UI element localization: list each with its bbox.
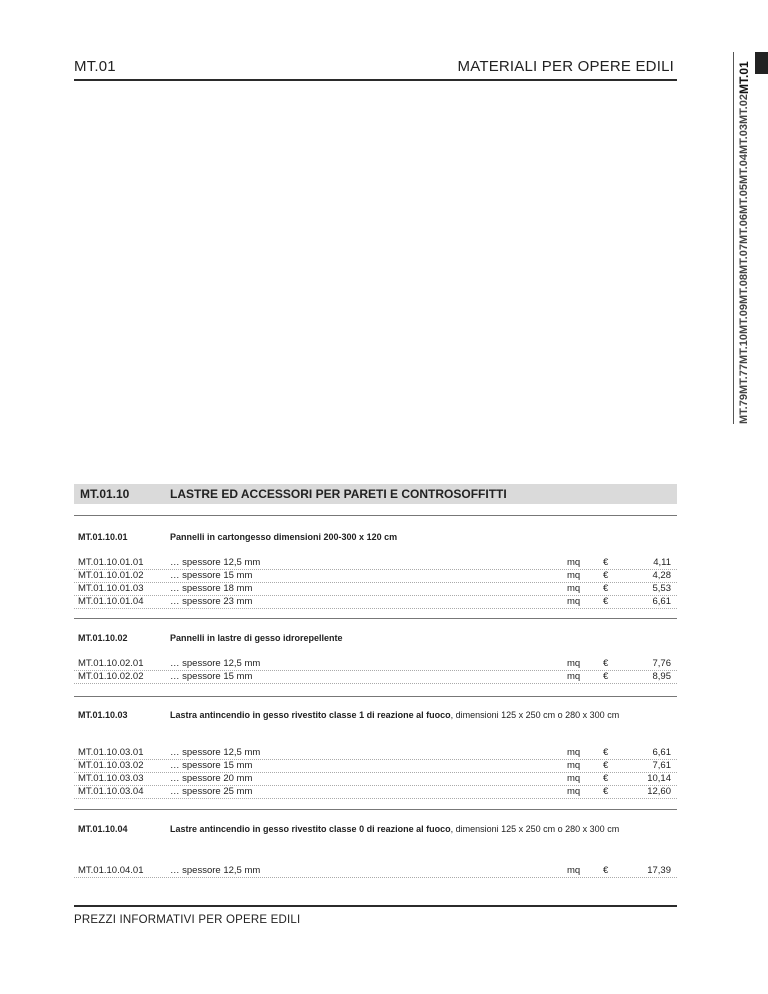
item-unit: mq [567,596,581,607]
group-rule [74,696,677,697]
item-code: MT.01.10.04.01 [78,865,144,876]
chapter-tab-mt-01[interactable]: MT.01 [737,61,751,95]
price-row [74,583,677,596]
group-code: MT.01.10.01 [78,532,128,542]
price-row [74,671,677,684]
item-description: … spessore 20 mm [170,773,253,784]
item-description: … spessore 12,5 mm [170,865,261,876]
chapter-tab-mt-08[interactable]: MT.08 [738,274,750,305]
item-unit: mq [567,658,581,669]
chapter-tab-mt-79[interactable]: MT.79 [738,394,750,424]
group-title: Lastre antincendio in gesso rivestito classe 0 di reazione al fuoco, dimensioni 125 x 250 cm o 280 x 300 cm [170,824,620,834]
group-title: Pannelli in lastre di gesso idrorepellente [170,633,343,643]
item-currency: € [603,570,609,581]
item-code: MT.01.10.03.01 [78,747,144,758]
item-price: 8,95 [652,671,671,682]
item-currency: € [603,747,609,758]
item-code: MT.01.10.01.02 [78,570,144,581]
header-rule [74,79,677,81]
price-row [74,747,677,760]
item-code: MT.01.10.03.04 [78,786,144,797]
price-row [74,570,677,583]
item-price: 6,61 [652,747,671,758]
section-rule [74,515,677,516]
item-description: … spessore 23 mm [170,596,253,607]
chapter-tab-mt-10[interactable]: MT.10 [738,334,750,365]
item-code: MT.01.10.01.04 [78,596,144,607]
section-title: LASTRE ED ACCESSORI PER PARETI E CONTROSOFFITTI [170,487,507,501]
item-currency: € [603,557,609,568]
item-unit: mq [567,557,581,568]
chapter-tab-mt-05[interactable]: MT.05 [738,184,750,215]
price-row [74,786,677,799]
group-code: MT.01.10.02 [78,633,128,643]
item-unit: mq [567,583,581,594]
section-code: MT.01.10 [80,487,130,501]
chapter-tab-mt-06[interactable]: MT.06 [738,214,750,245]
chapter-title: MATERIALI PER OPERE EDILI [457,58,674,75]
item-description: … spessore 12,5 mm [170,747,261,758]
item-code: MT.01.10.03.03 [78,773,144,784]
footer-text: PREZZI INFORMATIVI PER OPERE EDILI [74,914,301,926]
chapter-tab-mt-09[interactable]: MT.09 [738,304,750,335]
item-price: 17,39 [647,865,671,876]
item-description: … spessore 15 mm [170,760,253,771]
item-description: … spessore 25 mm [170,786,253,797]
price-row [74,658,677,671]
item-currency: € [603,671,609,682]
item-code: MT.01.10.03.02 [78,760,144,771]
chapter-tab-mt-77[interactable]: MT.77 [738,364,750,395]
chapter-tab-mt-07[interactable]: MT.07 [738,244,750,275]
price-row [74,760,677,773]
chapter-tab-mt-03[interactable]: MT.03 [738,124,750,155]
item-currency: € [603,773,609,784]
group-code: MT.01.10.04 [78,824,128,834]
item-description: … spessore 18 mm [170,583,253,594]
active-tab-marker [755,52,768,74]
item-currency: € [603,658,609,669]
item-unit: mq [567,786,581,797]
item-unit: mq [567,760,581,771]
group-rule [74,809,677,810]
price-row [74,596,677,609]
item-code: MT.01.10.02.01 [78,658,144,669]
item-price: 6,61 [652,596,671,607]
group-rule [74,618,677,619]
item-unit: mq [567,671,581,682]
item-unit: mq [567,865,581,876]
item-price: 10,14 [647,773,671,784]
item-code: MT.01.10.01.03 [78,583,144,594]
item-description: … spessore 12,5 mm [170,658,261,669]
item-code: MT.01.10.02.02 [78,671,144,682]
price-row [74,865,677,878]
item-price: 7,76 [652,658,671,669]
item-code: MT.01.10.01.01 [78,557,144,568]
price-row [74,557,677,570]
item-unit: mq [567,570,581,581]
item-description: … spessore 12,5 mm [170,557,261,568]
item-price: 4,11 [653,557,671,568]
item-currency: € [603,865,609,876]
item-price: 12,60 [647,786,671,797]
item-currency: € [603,583,609,594]
item-currency: € [603,596,609,607]
chapter-tab-mt-02[interactable]: MT.02 [738,94,750,125]
item-unit: mq [567,773,581,784]
item-price: 4,28 [652,570,671,581]
chapter-code: MT.01 [74,58,116,75]
item-currency: € [603,786,609,797]
item-price: 7,61 [652,760,671,771]
price-row [74,773,677,786]
item-description: … spessore 15 mm [170,671,253,682]
chapter-tabs [733,52,755,424]
chapter-tab-mt-04[interactable]: MT.04 [738,154,750,185]
group-title: Lastra antincendio in gesso rivestito classe 1 di reazione al fuoco, dimensioni 125 x 250 cm o 280 x 300 cm [170,710,620,720]
item-unit: mq [567,747,581,758]
group-code: MT.01.10.03 [78,710,128,720]
footer-rule [74,905,677,907]
item-currency: € [603,760,609,771]
item-price: 5,53 [652,583,671,594]
group-title: Pannelli in cartongesso dimensioni 200-300 x 120 cm [170,532,398,542]
item-description: … spessore 15 mm [170,570,253,581]
